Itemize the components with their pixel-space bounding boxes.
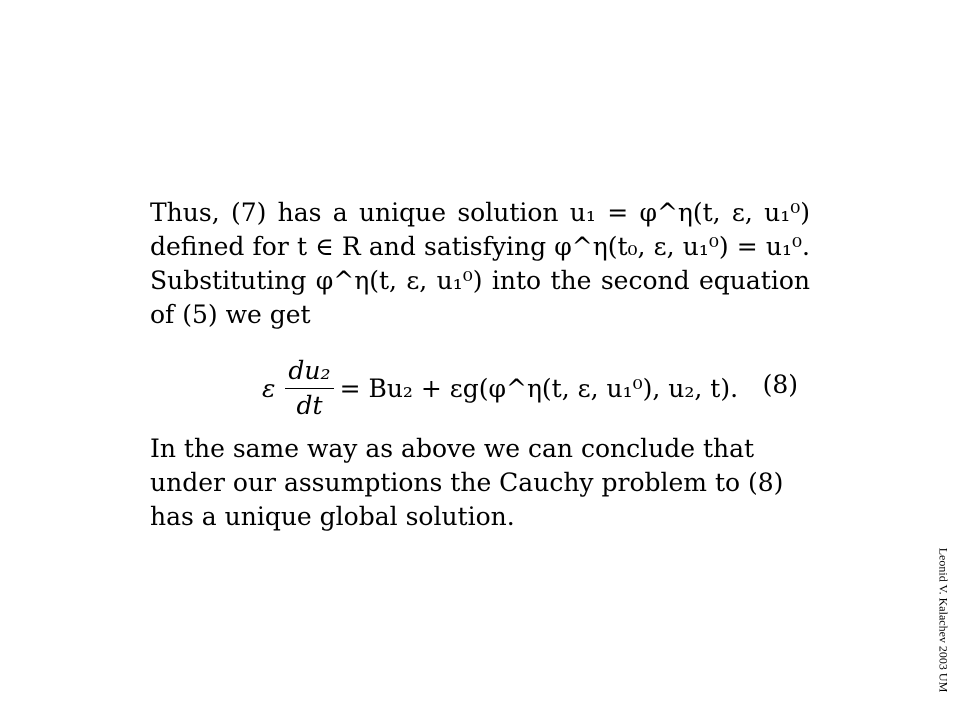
equation-rhs: = Bu₂ + εg(φ^η(t, ε, u₁⁰), u₂, t). <box>339 373 739 403</box>
author-credit: Leonid V. Kalachev 2003 UM <box>936 547 951 693</box>
display-equation <box>150 342 810 428</box>
fraction-denominator: dt <box>296 391 323 420</box>
paragraph-2: In the same way as above we can conclude that under our assumptions the Cauchy problem to (8) has a unique global solution. <box>150 434 784 531</box>
fraction-numerator: du₂ <box>285 356 333 389</box>
paragraph-1: Thus, (7) has a unique solution u₁ = φ^η(t, ε, u₁⁰) defined for t ∈ R and satisfying φ^η(t₀, ε, u₁⁰) = u₁⁰. Substituting φ^η(t, ε, u₁⁰) into the second equation of (5) we get <box>150 198 810 329</box>
equation-number: (8) <box>762 370 798 399</box>
slide-text <box>150 196 810 534</box>
equation-body <box>262 356 738 421</box>
derivative-fraction <box>285 356 333 421</box>
equation-coefficient: ε <box>262 373 276 403</box>
